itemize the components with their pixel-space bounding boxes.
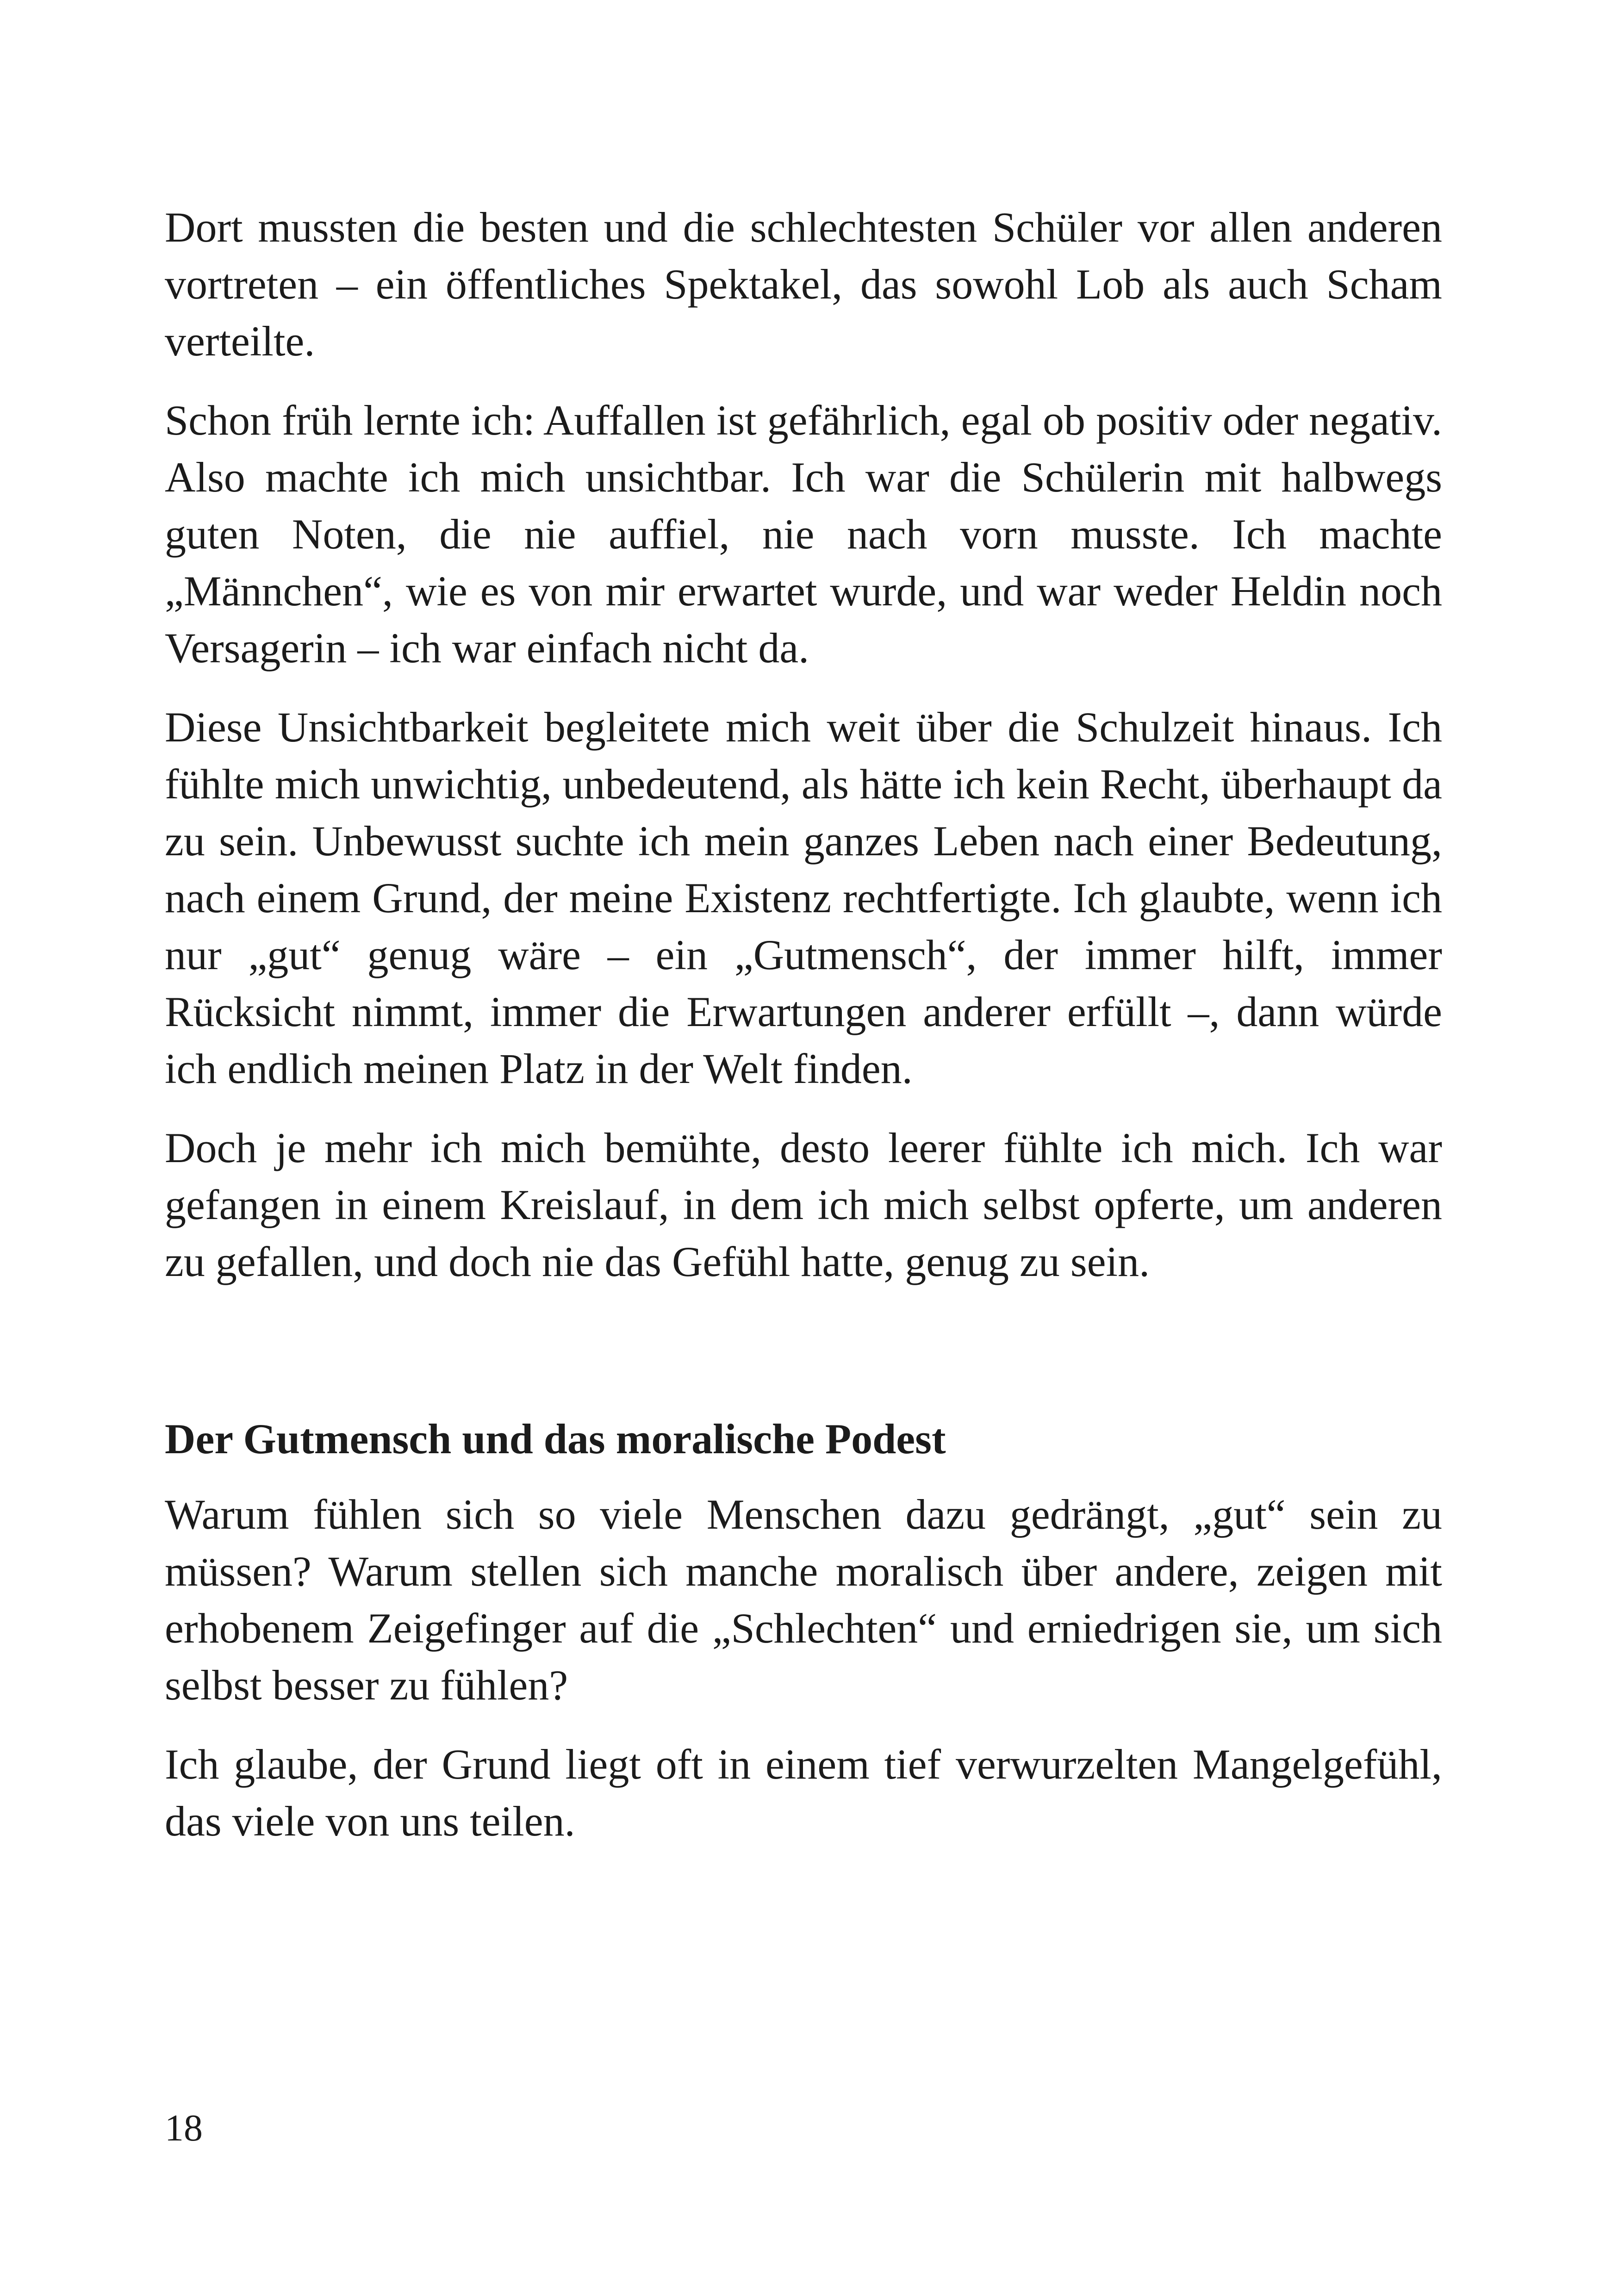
- paragraph: Warum fühlen sich so viele Menschen dazu gedrängt, „gut“ sein zu müssen? Warum stellen sich manche moralisch über andere, zeigen mit erhobenem Zeigefinger auf die „Schlechten“ und erniedrigen sie, um sich selbst besser zu fühlen?: [165, 1491, 1442, 1709]
- body-text: [165, 199, 1442, 1872]
- paragraph: Diese Unsichtbarkeit begleitete mich weit über die Schulzeit hinaus. Ich fühlte mich unwichtig, unbedeutend, als hätte ich kein Recht, überhaupt da zu sein. Unbewusst suchte ich mein ganzes Leben nach einer Bedeutung, nach einem Grund, der meine Existenz rechtfertigte. Ich glaubte, wenn ich nur „gut“ genug wäre – ein „Gutmensch“, der immer hilft, immer Rücksicht nimmt, immer die Erwartungen anderer erfüllt –, dann würde ich endlich meinen Platz in der Welt finden.: [165, 703, 1442, 1092]
- page-number: 18: [165, 2107, 203, 2149]
- paragraph: Schon früh lernte ich: Auffallen ist gefährlich, egal ob positiv oder negativ. Also machte ich mich unsichtbar. Ich war die Schülerin mit halbwegs guten Noten, die nie auffiel, nie nach vorn musste. Ich machte „Männchen“, wie es von mir erwartet wurde, und war weder Heldin noch Versagerin – ich war einfach nicht da.: [165, 397, 1442, 672]
- paragraph: Dort mussten die besten und die schlechtesten Schüler vor allen anderen vortreten – ein öffentliches Spektakel, das sowohl Lob als auch Scham verteilte.: [165, 204, 1442, 365]
- paragraph: Doch je mehr ich mich bemühte, desto leerer fühlte ich mich. Ich war gefangen in einem Kreislauf, in dem ich mich selbst opferte, um anderen zu gefallen, und doch nie das Gefühl hatte, genug zu sein.: [165, 1124, 1442, 1285]
- section-heading: Der Gutmensch und das moralische Podest: [165, 1415, 946, 1462]
- paragraph: Ich glaube, der Grund liegt oft in einem tief verwurzelten Mangelgefühl, das viele von uns teilen.: [165, 1741, 1442, 1845]
